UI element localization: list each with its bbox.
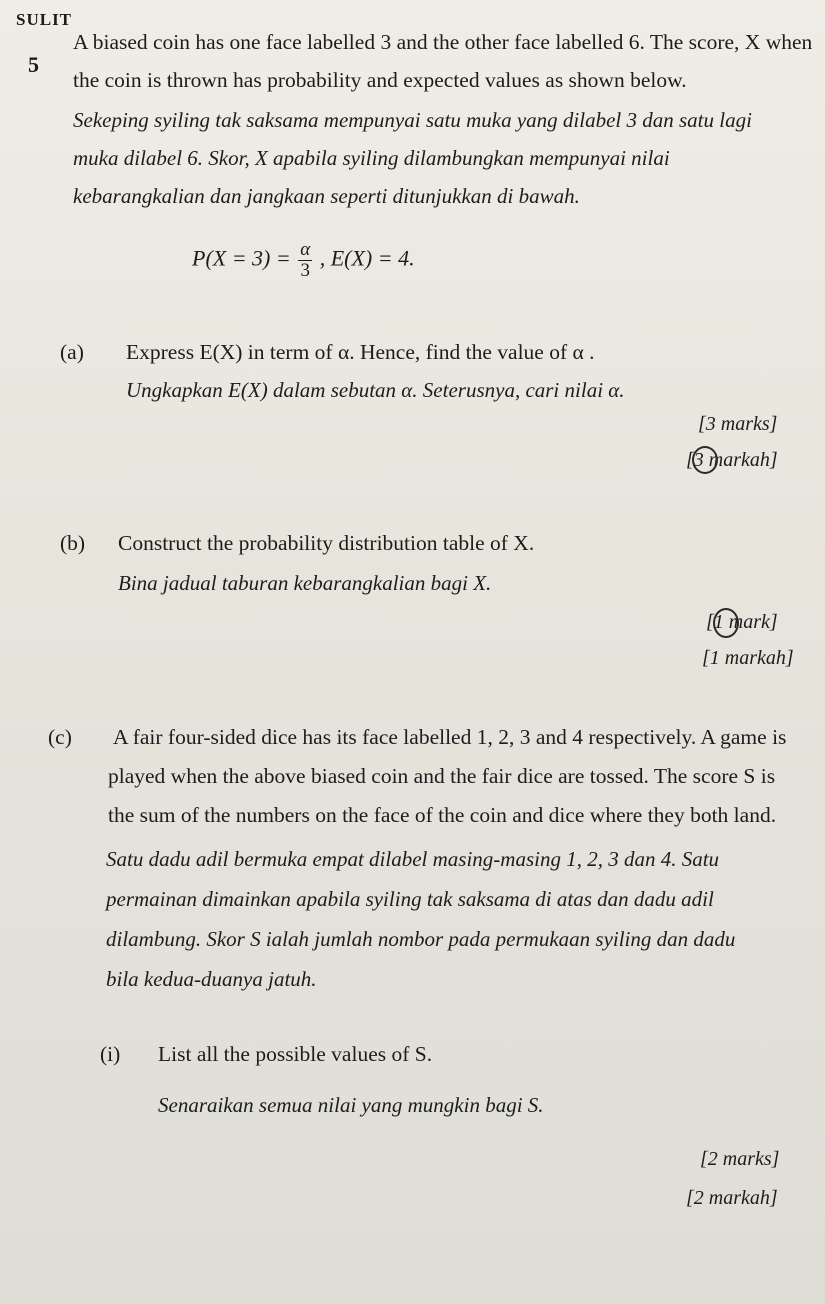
part-c-question-my-line-4: bila kedua-duanya jatuh. xyxy=(106,967,317,991)
part-b-marks-en: [1 mark] xyxy=(706,611,778,633)
part-b-label: (b) xyxy=(60,531,86,555)
page-header-code: SULIT xyxy=(16,10,73,29)
formula-denominator: 3 xyxy=(300,259,310,281)
part-a-label: (a) xyxy=(60,340,84,364)
part-c-question-en-line-3: the sum of the numbers on the face of the coin and dice where they both land. xyxy=(108,803,777,827)
part-a-marks-my: [3 markah] xyxy=(686,449,778,471)
question-intro-en-line-2: the coin is thrown has probability and expected values as shown below. xyxy=(73,68,687,92)
part-c-question-my-line-1: Satu dadu adil bermuka empat dilabel masing-masing 1, 2, 3 dan 4. Satu xyxy=(106,847,720,871)
part-c-i-label: (i) xyxy=(100,1042,121,1066)
question-intro-my-line-3: kebarangkalian dan jangkaan seperti ditunjukkan di bawah. xyxy=(73,184,580,208)
part-b-question-my: Bina jadual taburan kebarangkalian bagi X. xyxy=(118,571,492,595)
part-b-marks-my: [1 markah] xyxy=(702,647,794,669)
question-intro-en-line-1: A biased coin has one face labelled 3 and the other face labelled 6. The score, X when xyxy=(73,30,813,54)
part-c-label: (c) xyxy=(48,725,72,749)
part-c-i-question-en: List all the possible values of S. xyxy=(158,1042,433,1066)
part-c-i-marks-my: [2 markah] xyxy=(686,1187,778,1209)
question-number: 5 xyxy=(28,52,39,77)
question-intro-my-line-2: muka dilabel 6. Skor, X apabila syiling dilambungkan mempunyai nilai xyxy=(73,146,670,170)
part-c-i-marks-en: [2 marks] xyxy=(700,1148,780,1170)
question-intro-my-line-1: Sekeping syiling tak saksama mempunyai satu muka yang dilabel 3 dan satu lagi xyxy=(73,108,752,132)
part-c-i-question-my: Senaraikan semua nilai yang mungkin bagi S. xyxy=(158,1093,544,1117)
probability-formula xyxy=(192,240,415,281)
part-a-marks-en: [3 marks] xyxy=(698,413,778,435)
handwritten-circle-mark xyxy=(713,608,739,638)
formula-fraction xyxy=(298,240,312,281)
part-b-question-en: Construct the probability distribution table of X. xyxy=(118,531,535,555)
formula-rhs: , E(X) = 4. xyxy=(319,245,415,271)
part-a-question-my: Ungkapkan E(X) dalam sebutan α. Seterusnya, cari nilai α. xyxy=(126,378,625,402)
formula-numerator: α xyxy=(300,239,311,260)
part-c-question-en-line-2: played when the above biased coin and the fair dice are tossed. The score S is xyxy=(108,764,776,788)
part-a-question-en: Express E(X) in term of α. Hence, find the value of α . xyxy=(126,340,595,364)
formula-lhs: P(X = 3) = xyxy=(192,245,291,271)
part-c-question-my-line-3: dilambung. Skor S ialah jumlah nombor pada permukaan syiling dan dadu xyxy=(106,927,736,951)
part-c-question-my-line-2: permainan dimainkan apabila syiling tak saksama di atas dan dadu adil xyxy=(106,887,714,911)
handwritten-circle-mark xyxy=(692,446,718,474)
part-c-question-en-line-1: A fair four-sided dice has its face labelled 1, 2, 3 and 4 respectively. A game is xyxy=(113,725,787,749)
